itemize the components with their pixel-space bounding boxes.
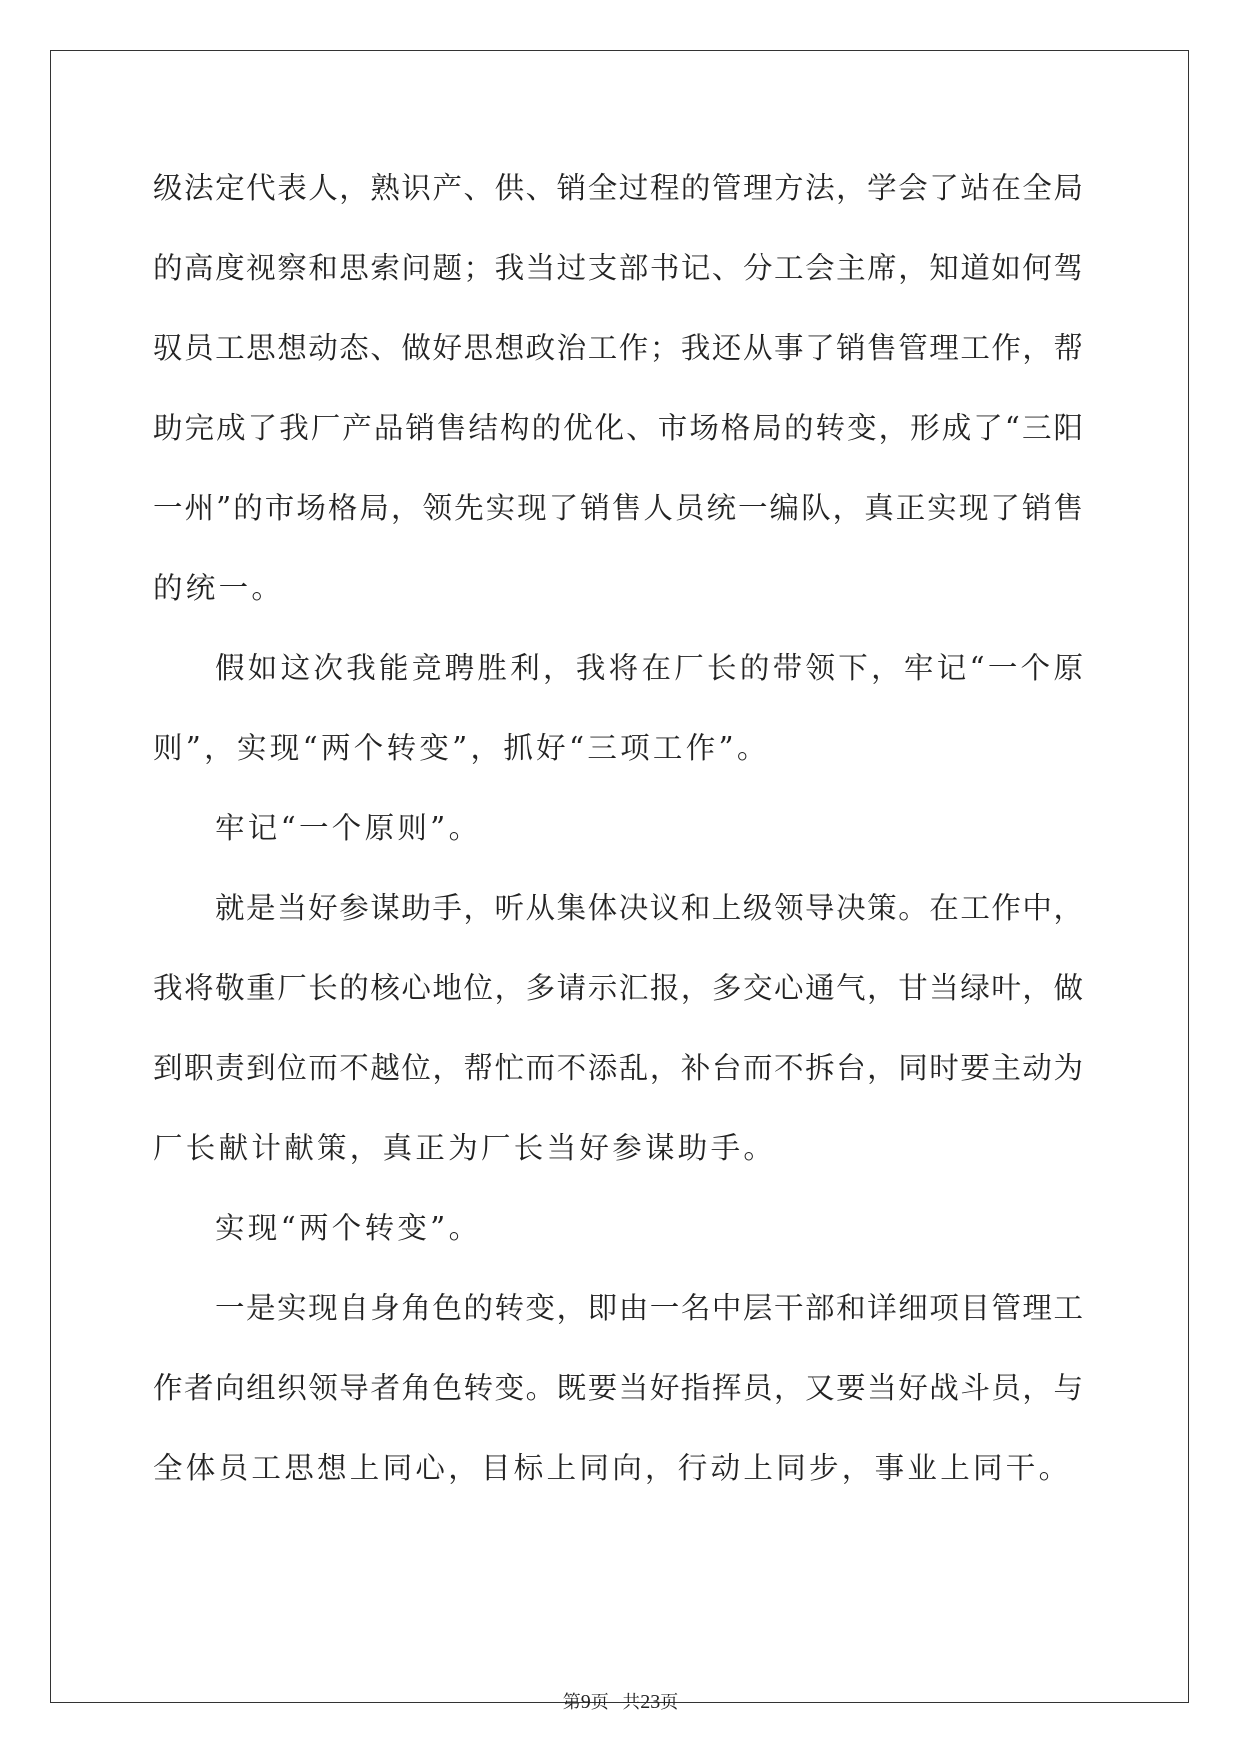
- paragraph-first-line: 一是实现自身角色的转变，即由一名中层干部和详细项目管理工: [215, 1291, 1083, 1325]
- page-prefix: 第: [562, 1692, 581, 1712]
- text-line: 到职责到位而不越位，帮忙而不添乱，补台而不拆台，同时要主动为: [153, 1051, 1083, 1085]
- text-line: 则”，实现“两个转变”，抓好“三项工作”。: [153, 731, 770, 765]
- total-prefix: 共: [622, 1692, 641, 1712]
- page-footer: [0, 1690, 1241, 1714]
- page-number: 9: [580, 1691, 591, 1713]
- paragraph-first-line: 假如这次我能竞聘胜利，我将在厂长的带领下，牢记“一个原: [215, 651, 1083, 685]
- text-line: 全体员工思想上同心，目标上同向，行动上同步，事业上同干。: [153, 1451, 1072, 1485]
- text-line: 级法定代表人，熟识产、供、销全过程的管理方法，学会了站在全局: [153, 171, 1083, 205]
- paragraph-first-line: 就是当好参谋助手，听从集体决议和上级领导决策。在工作中，: [215, 891, 1083, 925]
- section-heading: 实现“两个转变”。: [215, 1211, 482, 1245]
- total-suffix: 页: [660, 1692, 679, 1712]
- text-line: 助完成了我厂产品销售结构的优化、市场格局的转变，形成了“三阳: [153, 411, 1083, 445]
- text-line: 一州”的市场格局，领先实现了销售人员统一编队，真正实现了销售: [153, 491, 1083, 525]
- section-heading: 牢记“一个原则”。: [215, 811, 482, 845]
- text-line: 作者向组织领导者角色转变。既要当好指挥员，又要当好战斗员，与: [153, 1371, 1083, 1405]
- text-line: 我将敬重厂长的核心地位，多请示汇报，多交心通气，甘当绿叶，做: [153, 971, 1083, 1005]
- total-pages: 23: [640, 1691, 661, 1713]
- page-suffix: 页: [590, 1692, 609, 1712]
- text-line: 的统一。: [153, 571, 285, 605]
- text-line: 的高度视察和思索问题；我当过支部书记、分工会主席，知道如何驾: [153, 251, 1083, 285]
- text-line: 驭员工思想动态、做好思想政治工作；我还从事了销售管理工作，帮: [153, 331, 1083, 365]
- text-line: 厂长献计献策，真正为厂长当好参谋助手。: [153, 1131, 777, 1165]
